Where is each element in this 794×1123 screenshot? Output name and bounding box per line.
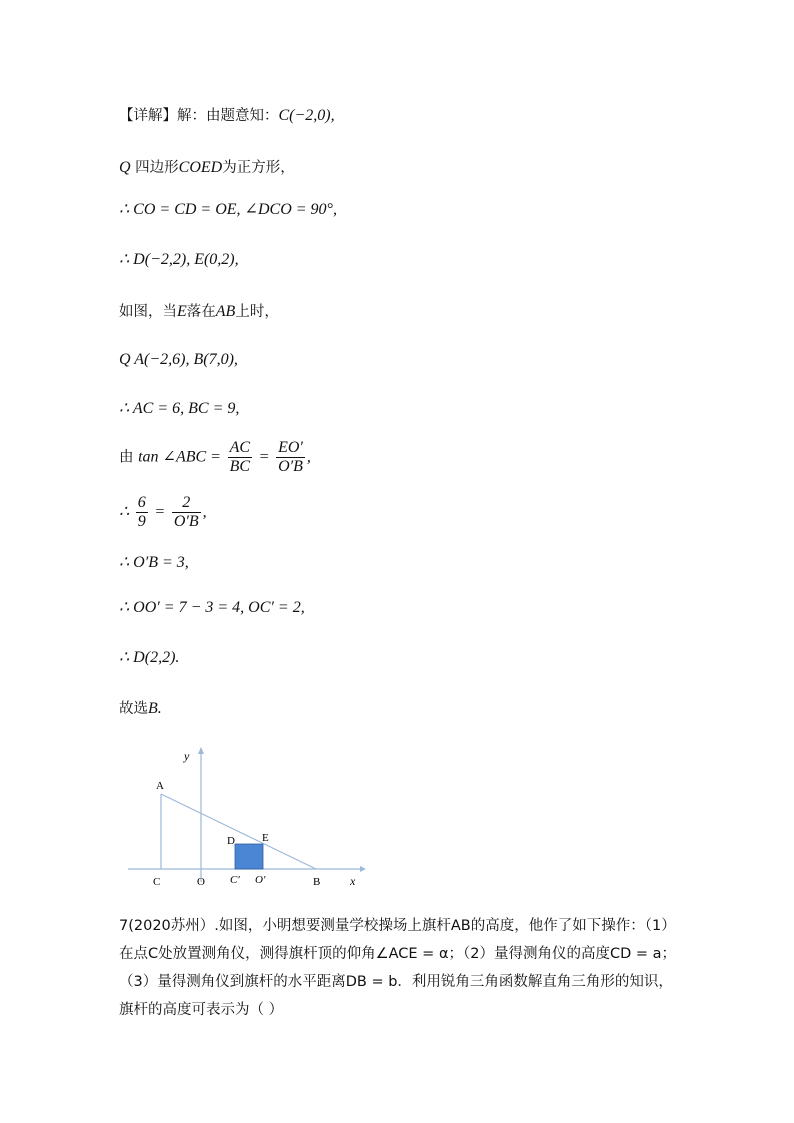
fraction-2-ob — [172, 494, 201, 531]
square-coed — [235, 844, 263, 869]
solution-line-8 — [119, 439, 311, 476]
solution-line-5 — [119, 302, 279, 322]
solution-line-2 — [119, 158, 295, 178]
solution-line-10: ∴ O′B = 3, — [119, 554, 189, 571]
line2-math: COED — [178, 159, 223, 176]
line5-text-a: 如图，当 — [119, 304, 177, 320]
label-c-prime: C′ — [230, 874, 240, 886]
equals-sign: = — [258, 448, 270, 466]
solution-line-6: Q A(−2,6), B(7,0), — [119, 351, 238, 368]
line8-tan: tan ∠ABC = — [138, 448, 221, 466]
line13-math: B. — [148, 700, 162, 717]
fraction-numerator: EO′ — [278, 439, 303, 456]
fraction-denominator: O′B — [278, 458, 303, 475]
fraction-numerator: 2 — [172, 494, 201, 513]
geometry-figure — [120, 742, 370, 892]
label-y: y — [184, 749, 190, 763]
label-b: B — [313, 876, 321, 888]
fraction-eo-ob — [276, 439, 305, 476]
therefore-symbol: ∴ — [119, 503, 130, 521]
line5-math-b: AB — [215, 303, 236, 320]
fraction-numerator: AC — [229, 439, 251, 456]
solution-line-12: ∴ D(2,2). — [119, 649, 180, 666]
fraction-denominator: O′B — [173, 513, 199, 530]
solution-line-3: ∴ CO = CD = OE, ∠DCO = 90°, — [119, 201, 337, 218]
line2-text-a: 四边形 — [135, 160, 179, 176]
comma: , — [202, 503, 207, 521]
comma: , — [306, 448, 311, 466]
solution-line-11: ∴ OO′ = 7 − 3 = 4, OC′ = 2, — [119, 599, 305, 616]
fraction-numerator: 6 — [137, 494, 146, 511]
line2-text-b: 为正方形， — [222, 160, 295, 176]
question-7-text: 7(2020苏州）.如图，小明想要测量学校操场上旗杆AB的高度，他作了如下操作：（1）在点C处放置测角仪，测得旗杆顶的仰角∠ACE = α；（2）量得测角仪的高度CD = a；（3）量得测角仪到旗杆的水平距离DB = b．利用锐角三角函数解直角三角形的知识，旗杆的高度可表示为（ ） — [119, 918, 677, 1018]
intro-math: C(−2,0), — [278, 107, 335, 124]
label-x: x — [350, 874, 356, 888]
fraction-ac-bc — [228, 439, 252, 476]
x-axis-arrow — [360, 866, 366, 872]
since-symbol: Q — [119, 159, 131, 176]
label-a: A — [156, 780, 164, 792]
solution-intro-line — [119, 106, 335, 126]
label-e: E — [262, 832, 269, 844]
solution-line-13 — [119, 699, 162, 719]
line5-math-a: E — [177, 303, 187, 320]
detail-header: 【详解】 — [119, 108, 177, 124]
solution-line-9 — [119, 494, 207, 531]
label-d: D — [227, 835, 235, 847]
label-o: O — [197, 876, 205, 888]
line5-text-b: 落在 — [186, 304, 216, 320]
y-axis-arrow — [198, 747, 204, 754]
line13-text: 故选 — [119, 701, 148, 717]
solution-line-4: ∴ D(−2,2), E(0,2), — [119, 251, 239, 268]
label-c: C — [153, 876, 161, 888]
label-o-prime: O′ — [255, 874, 266, 886]
solution-line-7: ∴ AC = 6, BC = 9, — [119, 400, 240, 417]
fraction-6-9 — [136, 494, 148, 531]
intro-text: 解：由题意知： — [177, 108, 279, 124]
fraction-denominator: BC — [229, 458, 251, 475]
equals-sign: = — [154, 503, 166, 521]
line5-text-c: 上时， — [235, 304, 279, 320]
fraction-denominator: 9 — [137, 513, 146, 530]
line8-text: 由 — [119, 449, 134, 466]
